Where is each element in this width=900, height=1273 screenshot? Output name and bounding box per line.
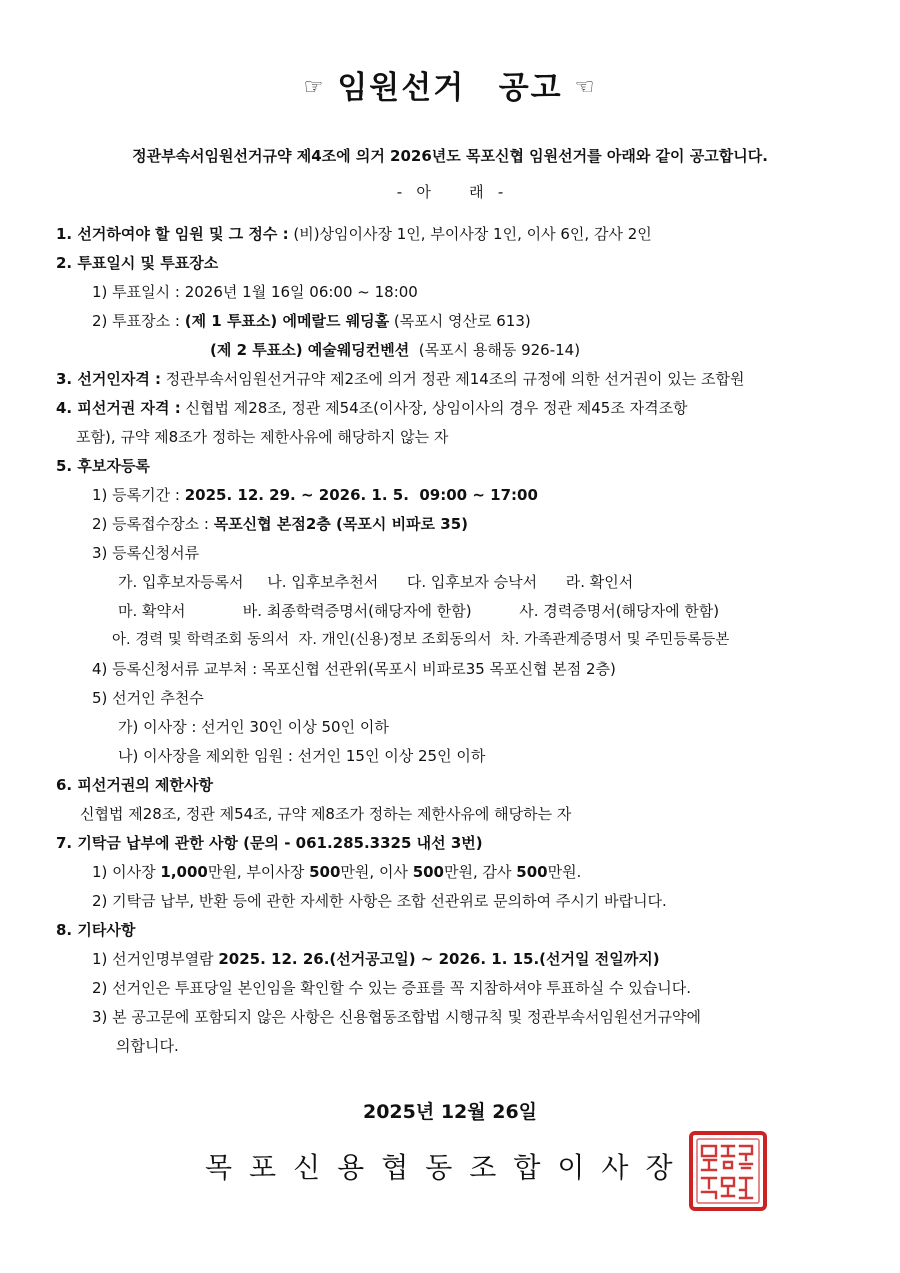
item-3-value: 정관부속서임원선거규약 제2조에 의거 정관 제14조의 규정에 의한 선거권이 있는 조합원 xyxy=(161,370,745,388)
registration-period: 2025. 12. 29. ~ 2026. 1. 5. 09:00 ~ 17:00 xyxy=(184,486,538,504)
item-2-2-prefix: 2) 투표장소 : xyxy=(92,312,185,330)
intro-text: 정관부속서임원선거규약 제4조에 의거 2026년도 목포신협 임원선거를 아래와 같이 공고합니다. xyxy=(132,147,768,165)
item-5-4: 4) 등록신청서류 교부처 : 목포신협 선관위(목포시 비파로35 목포신협 본점 2층) xyxy=(92,660,616,678)
item-5-3: 3) 등록신청서류 xyxy=(92,544,200,562)
item-5-1-prefix: 1) 등록기간 : xyxy=(92,486,185,504)
item-4-continuation: 포함), 규약 제8조가 정하는 제한사유에 해당하지 않는 자 xyxy=(76,428,449,446)
item-2-2 xyxy=(92,311,531,331)
item-1 xyxy=(56,224,652,244)
item-7-1 xyxy=(92,862,581,882)
item-6-value: 신협법 제28조, 정관 제54조, 규약 제8조가 정하는 제한사유에 해당하는 자 xyxy=(80,805,572,823)
item-2-3 xyxy=(210,340,580,360)
item-4 xyxy=(56,398,688,418)
item-8-2: 2) 선거인은 투표당일 본인임을 확인할 수 있는 증표를 꼭 지참하셔야 투표하실 수 있습니다. xyxy=(92,979,692,997)
recommendation-chairman: 가) 이사장 : 선거인 30인 이상 50인 이하 xyxy=(118,718,389,736)
pointing-hand-left-icon: ☜ xyxy=(574,75,597,100)
voter-list-period: 2025. 12. 26.(선거공고일) ~ 2026. 1. 15.(선거일 전일까지) xyxy=(218,950,660,968)
item-4-value: 신협법 제28조, 정관 제54조(이사장, 상임이사의 경우 정관 제45조 자격조항 xyxy=(180,399,688,417)
item-1-value: (비)상임이사장 1인, 부이사장 1인, 이사 6인, 감사 2인 xyxy=(288,225,652,243)
polling-station-2-address: (목포시 용해동 926-14) xyxy=(409,341,581,359)
deposit-chairman-label: 1) 이사장 xyxy=(92,863,161,881)
deposit-vice-amount: 500 xyxy=(309,863,341,881)
notice-date: 2025년 12월 26일 xyxy=(362,1101,538,1123)
item-5-5: 5) 선거인 추천수 xyxy=(92,689,204,707)
item-5-2 xyxy=(92,514,468,534)
ara-heading: - 아 래 - xyxy=(396,183,504,201)
deposit-auditor-amount: 500 xyxy=(516,863,548,881)
item-8-1-prefix: 1) 선거인명부열람 xyxy=(92,950,219,968)
item-5-label: 5. 후보자등록 xyxy=(56,457,150,475)
item-3 xyxy=(56,369,745,389)
deposit-suffix: 만원. xyxy=(547,863,582,881)
item-7-label: 7. 기탁금 납부에 관한 사항 (문의 - 061.285.3325 내선 3번) xyxy=(56,834,483,852)
polling-station-1-address: (목포시 영산로 613) xyxy=(389,312,531,330)
notice-title xyxy=(0,62,900,107)
registration-place: 목포신협 본점2층 (목포시 비파로 35) xyxy=(213,515,468,533)
item-8-label: 8. 기타사항 xyxy=(56,921,136,939)
signer-name: 목포신용협동조합이사장 xyxy=(205,1151,690,1184)
item-8-3-continuation: 의합니다. xyxy=(116,1037,179,1055)
item-2-label: 2. 투표일시 및 투표장소 xyxy=(56,254,219,272)
deposit-auditor-label: 만원, 감사 xyxy=(444,863,517,881)
deposit-director-amount: 500 xyxy=(412,863,444,881)
item-5-1 xyxy=(92,485,538,505)
polling-station-1: (제 1 투표소) 에메랄드 웨딩홀 xyxy=(184,312,390,330)
item-5-2-prefix: 2) 등록접수장소 : xyxy=(92,515,214,533)
recommendation-other: 나) 이사장을 제외한 임원 : 선거인 15인 이상 25인 이하 xyxy=(118,747,486,765)
item-3-label: 3. 선거인자격 : xyxy=(56,370,162,388)
item-6-label: 6. 피선거권의 제한사항 xyxy=(56,776,213,794)
item-4-label: 4. 피선거권 자격 : xyxy=(56,399,181,417)
deposit-chairman-amount: 1,000 xyxy=(160,863,208,881)
item-1-label: 1. 선거하여야 할 임원 및 그 정수 : xyxy=(56,225,289,243)
item-8-1 xyxy=(92,949,660,969)
deposit-vice-label: 만원, 부이사장 xyxy=(207,863,310,881)
documents-row-1: 가. 입후보자등록서 나. 입후보추천서 다. 입후보자 승낙서 라. 확인서 xyxy=(118,573,634,591)
deposit-director-label: 만원, 이사 xyxy=(340,863,413,881)
official-seal-icon xyxy=(688,1130,768,1212)
title-text: 임원선거 공고 xyxy=(337,70,563,106)
item-2-1: 1) 투표일시 : 2026년 1월 16일 06:00 ~ 18:00 xyxy=(92,283,418,301)
item-7-2: 2) 기탁금 납부, 반환 등에 관한 자세한 사항은 조합 선관위로 문의하여 주시기 바랍니다. xyxy=(92,892,667,910)
pointing-hand-right-icon: ☞ xyxy=(303,75,326,100)
documents-row-2: 마. 확약서 바. 최종학력증명서(해당자에 한함) 사. 경력증명서(해당자에 한함) xyxy=(118,602,720,620)
item-8-3: 3) 본 공고문에 포함되지 않은 사항은 신용협동조합법 시행규칙 및 정관부속서임원선거규약에 xyxy=(92,1008,701,1026)
polling-station-2: (제 2 투표소) 예술웨딩컨벤션 xyxy=(210,341,410,359)
documents-row-3: 아. 경력 및 학력조회 동의서 자. 개인(신용)정보 조회동의서 차. 가족관계증명서 및 주민등록등본 xyxy=(112,632,730,648)
